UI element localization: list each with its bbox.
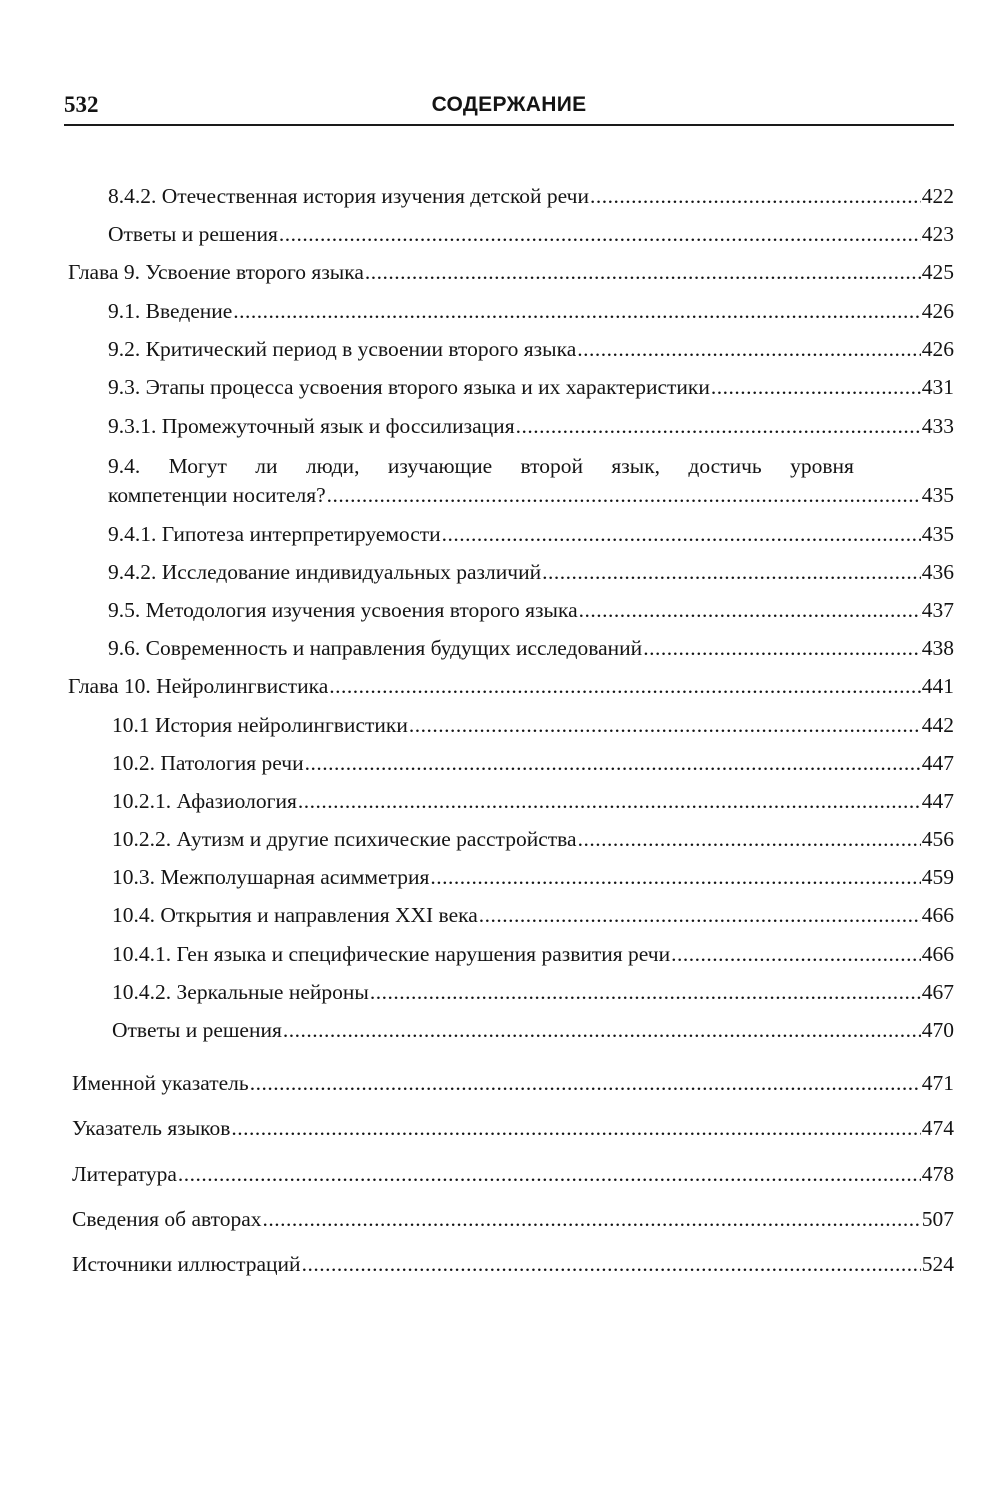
toc-entry-title: 9.3.1. Промежуточный язык и фоссилизация [108, 414, 515, 438]
toc-entry-title: 10.4.2. Зеркальные нейроны [112, 980, 369, 1004]
toc-entry-title: Ответы и решения [108, 222, 278, 246]
toc-entry [108, 335, 954, 363]
leader-dots [643, 634, 921, 662]
toc-entry [112, 711, 954, 739]
toc-entry-page: 470 [921, 1018, 954, 1042]
toc-entry-page: 447 [921, 789, 954, 813]
toc-entry-page: 426 [921, 337, 954, 361]
toc-entry [112, 787, 954, 815]
toc-entry [112, 825, 954, 853]
toc-entry [112, 901, 954, 929]
toc-entry-title: Источники иллюстраций [72, 1252, 301, 1276]
leader-dots [579, 596, 921, 624]
leader-dots [178, 1160, 921, 1188]
toc-entry-page: 466 [921, 942, 954, 966]
toc-entry-page: 426 [921, 299, 954, 323]
toc-entry-page: 437 [921, 598, 954, 622]
toc-entry-page: 467 [921, 980, 954, 1004]
toc-entry-page: 442 [921, 713, 954, 737]
toc-entry-title: Литература [72, 1162, 177, 1186]
leader-dots [327, 481, 921, 509]
toc-entry-title: 9.1. Введение [108, 299, 233, 323]
leader-dots [578, 825, 921, 853]
toc-entry [72, 1069, 954, 1097]
toc-entry-title: Сведения об авторах [72, 1207, 262, 1231]
toc-entry-page: 438 [921, 636, 954, 660]
toc-entry [108, 520, 954, 548]
toc-entry-page: 524 [921, 1252, 954, 1276]
toc-entry-title: Указатель языков [72, 1116, 231, 1140]
leader-dots [711, 373, 921, 401]
toc-entry-page: 436 [921, 560, 954, 584]
leader-dots [263, 1205, 921, 1233]
toc-entry [72, 1250, 954, 1278]
toc-entry [108, 596, 954, 624]
toc-entry-page: 456 [921, 827, 954, 851]
toc-entry-title: 10.4. Открытия и направления XXI века [112, 903, 478, 927]
toc-entry-page: 459 [921, 865, 954, 889]
leader-dots [298, 787, 921, 815]
leader-dots [516, 412, 921, 440]
toc-entry-title: 10.2.1. Афазиология [112, 789, 297, 813]
toc-entry-page: 431 [921, 375, 954, 399]
toc-entry [108, 634, 954, 662]
toc-entry [112, 749, 954, 777]
leader-dots [233, 297, 920, 325]
toc-entry [112, 1016, 954, 1044]
toc-entry-page: 474 [921, 1116, 954, 1140]
toc-entry [72, 1205, 954, 1233]
toc-entry-title: 9.4.2. Исследование индивидуальных различий [108, 560, 542, 584]
leader-dots [283, 1016, 921, 1044]
toc-entry [108, 220, 954, 248]
toc-entry [108, 558, 954, 586]
toc-entry-page: 435 [921, 483, 954, 507]
leader-dots [577, 335, 920, 363]
toc-entry-page: 466 [921, 903, 954, 927]
toc-entry [72, 1160, 954, 1188]
leader-dots [365, 258, 921, 286]
header-rule [64, 124, 954, 126]
toc-entry-title: Ответы и решения [112, 1018, 282, 1042]
toc-entry-title: Глава 9. Усвоение второго языка [68, 260, 364, 284]
toc-entry [108, 182, 954, 210]
leader-dots [430, 863, 920, 891]
leader-dots [279, 220, 921, 248]
leader-dots [442, 520, 921, 548]
toc-entry-title: 10.3. Межполушарная асимметрия [112, 865, 430, 889]
toc-entry-title: Именной указатель [72, 1071, 249, 1095]
leader-dots [231, 1114, 920, 1142]
leader-dots [305, 749, 921, 777]
toc-entry-page: 447 [921, 751, 954, 775]
leader-dots [370, 978, 921, 1006]
toc-entry [112, 978, 954, 1006]
toc-entry-page: 471 [921, 1071, 954, 1095]
leader-dots [409, 711, 921, 739]
toc-entry-title: 10.4.1. Ген языка и специфические нарушения развития речи [112, 942, 671, 966]
toc-chapter-entry [68, 258, 954, 286]
toc-entry-title: 9.4.1. Гипотеза интерпретируемости [108, 522, 441, 546]
toc-entry-page: 433 [921, 414, 954, 438]
toc-entry-page: 507 [921, 1207, 954, 1231]
leader-dots [302, 1250, 921, 1278]
toc-entry [108, 373, 954, 401]
toc-entry [108, 481, 954, 509]
toc-chapter-entry [68, 672, 954, 700]
leader-dots [542, 558, 921, 586]
toc-entry-title-line1: 9.4. Могут ли люди, изучающие второй язык, достичь уровня [108, 454, 854, 478]
leader-dots [479, 901, 921, 929]
leader-dots [590, 182, 921, 210]
toc-entry [112, 940, 954, 968]
toc-entry-title: 9.2. Критический период в усвоении второго языка [108, 337, 577, 361]
leader-dots [250, 1069, 921, 1097]
toc-entry [112, 863, 954, 891]
toc-entry-page: 423 [921, 222, 954, 246]
toc-entry [72, 1114, 954, 1142]
toc-entry-page: 422 [921, 184, 954, 208]
toc-entry-page: 435 [921, 522, 954, 546]
toc-entry-title: компетенции носителя? [108, 483, 326, 507]
toc-entry-page: 441 [921, 674, 954, 698]
toc-entry-title: 9.5. Методология изучения усвоения второго языка [108, 598, 578, 622]
leader-dots [329, 672, 921, 700]
toc-entry-title: 9.6. Современность и направления будущих исследований [108, 636, 643, 660]
toc-entry [108, 412, 954, 440]
toc-entry-title: Глава 10. Нейролингвистика [68, 674, 329, 698]
toc-entry [108, 297, 954, 325]
leader-dots [671, 940, 921, 968]
toc-entry-title: 10.2.2. Аутизм и другие психические расстройства [112, 827, 577, 851]
toc-entry-title: 9.3. Этапы процесса усвоения второго языка и их характеристики [108, 375, 710, 399]
toc-entry-title: 10.1 История нейролингвистики [112, 713, 408, 737]
running-title: СОДЕРЖАНИЕ [431, 93, 587, 116]
toc-entry-title: 10.2. Патология речи [112, 751, 304, 775]
toc-entry-page: 478 [921, 1162, 954, 1186]
toc-entry-page: 425 [921, 260, 954, 284]
page-number: 532 [64, 92, 99, 117]
toc-entry-title: 8.4.2. Отечественная история изучения детской речи [108, 184, 589, 208]
page-header [64, 90, 954, 124]
